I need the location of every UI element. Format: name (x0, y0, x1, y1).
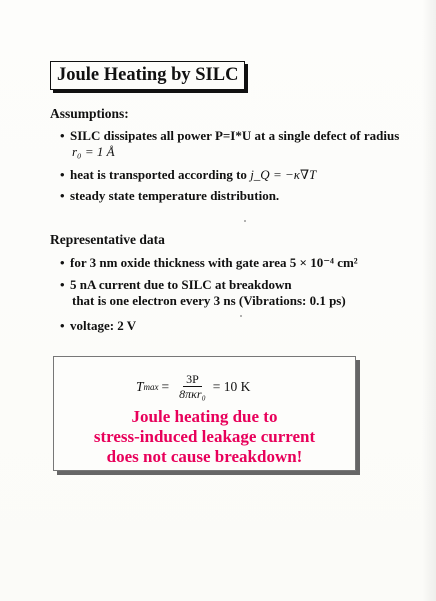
list-item (60, 128, 399, 160)
conclusion-line-1: Joule heating due to (131, 407, 278, 426)
formula-denominator: 8πκr₀ (179, 387, 206, 401)
list-item-text: heat is transported according to (70, 167, 251, 182)
list-item-text: for 3 nm oxide thickness with gate area 5 × 10⁻⁴ cm² (70, 255, 358, 270)
list-item (60, 277, 346, 309)
list-item (60, 318, 136, 334)
bullet-dot: • (60, 277, 65, 292)
conclusion-line-3: does not cause breakdown! (106, 447, 303, 466)
bullet-dot: • (60, 188, 65, 203)
representative-heading: Representative data (50, 232, 165, 247)
formula-equals: = (161, 378, 170, 394)
list-item-continuation: r₀ = 1 Å (72, 144, 115, 159)
formula-numerator: 3P (183, 372, 202, 387)
bullet-dot: • (60, 167, 65, 182)
list-item-math: j_Q = −κ∇T (250, 167, 317, 182)
list-item-continuation: that is one electron every 3 ns (Vibrations: 0.1 ps) (72, 293, 346, 308)
scan-speck (240, 315, 242, 317)
scan-speck (244, 220, 246, 222)
list-item (60, 188, 279, 204)
list-item-text: steady state temperature distribution. (70, 188, 280, 203)
list-item (60, 167, 316, 183)
list-item (60, 255, 358, 271)
slide-title: Joule Heating by SILC (50, 61, 245, 90)
bullet-dot: • (60, 128, 65, 143)
list-item-text: SILC dissipates all power P=I*U at a single defect of radius (70, 128, 400, 143)
conclusion-line-2: stress-induced leakage current (93, 427, 316, 446)
list-item-text: voltage: 2 V (70, 318, 137, 333)
formula-lhs: T (136, 378, 144, 394)
temperature-formula (136, 372, 250, 401)
page-edge-shadow (422, 0, 436, 601)
bullet-dot: • (60, 318, 65, 333)
formula-fraction (176, 372, 209, 401)
list-item-text: 5 nA current due to SILC at breakdown (70, 277, 292, 292)
assumptions-heading: Assumptions: (50, 106, 129, 121)
result-box (53, 356, 356, 471)
bullet-dot: • (60, 255, 65, 270)
formula-lhs-subscript: max (143, 381, 159, 392)
formula-rhs: = 10 K (212, 378, 251, 394)
